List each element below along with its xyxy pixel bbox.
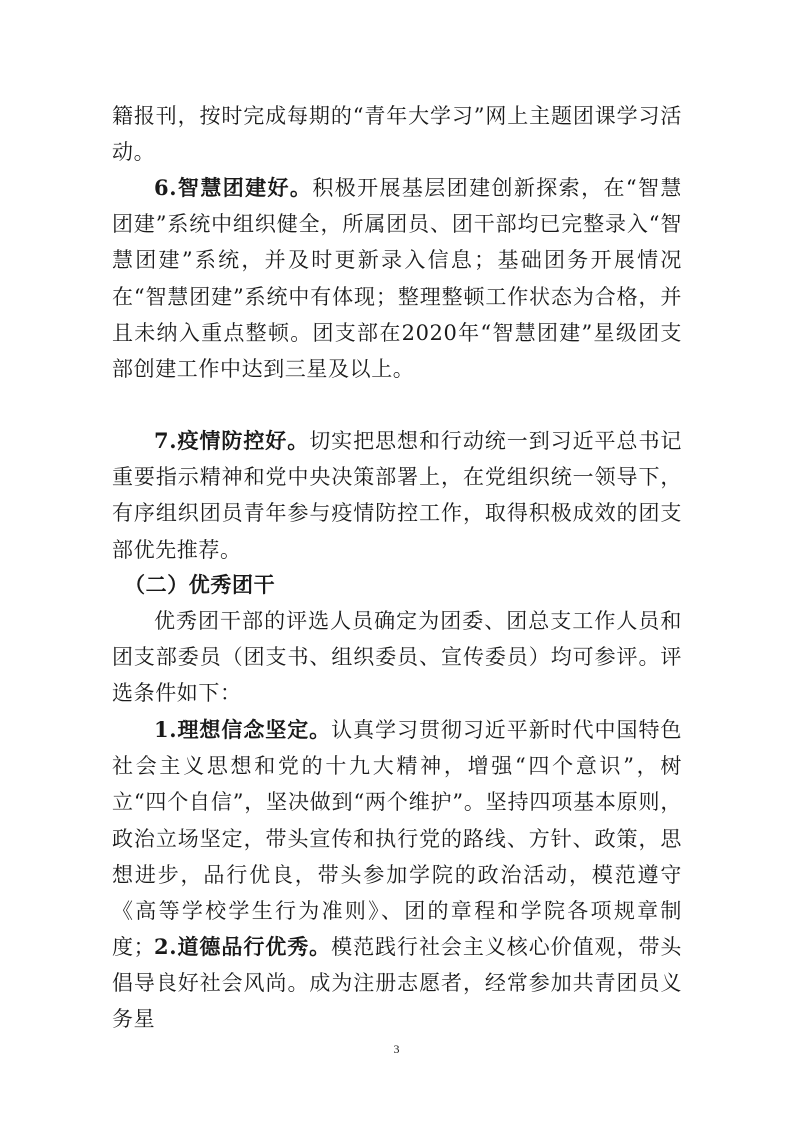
paragraph-item-7 (112, 423, 682, 568)
page-number: 3 (393, 1042, 400, 1056)
intro-text: 优秀团干部的评选人员确定为团委、团总支工作人员和团支部委员（团支书、组织委员、宣传委员）均可参评。评选条件如下： (112, 609, 682, 706)
criterion-2-text: 模范践行社会主义核心价值观，带头倡导良好社会风尚。成为注册志愿者，经常参加共青团员义务星 (112, 935, 682, 1032)
section-heading-outstanding-cadres (124, 567, 694, 603)
item-6-heading: 6.智慧团建好。 (154, 175, 313, 200)
paragraph-intro (112, 603, 682, 712)
item-7-heading: 7.疫情防控好。 (154, 428, 310, 453)
paragraph-criterion-1 (112, 712, 682, 965)
section-heading-text: （二）优秀团干 (124, 572, 276, 597)
paragraph-criterion-2 (112, 929, 682, 1038)
criterion-2-heading: 2.道德品行优秀。 (154, 934, 332, 959)
paragraph-text: 籍报刊，按时完成每期的“青年大学习”网上主题团课学习活动。 (112, 104, 682, 165)
criterion-1-text: 认真学习贯彻习近平新时代中国特色社会主义思想和党的十九大精神，增强“四个意识”，树立“四个自信”，坚决做到“两个维护”。坚持四项基本原则，政治立场坚定，带头宣传和执行党的路线、方针、政策，思想进步，品行优良，带头参加学院的政治活动，模范遵守《高等学校学生行为准则》、团的章程和学院各项规章制度； (112, 718, 682, 960)
item-6-text: 积极开展基层团建创新探索，在“智慧团建”系统中组织健全，所属团员、团干部均已完整录入“智慧团建”系统，并及时更新录入信息；基础团务开展情况在“智慧团建”系统中有体现；整理整顿工作状态为合格，并且未纳入重点整顿。团支部在2020年“智慧团建”星级团支部创建工作中达到三星及以上。 (112, 176, 682, 382)
paragraph-item-6 (112, 170, 682, 387)
criterion-1-heading: 1.理想信念坚定。 (154, 717, 332, 742)
paragraph-continuation (112, 98, 682, 170)
item-7-text: 切实把思想和行动统一到习近平总书记重要指示精神和党中央决策部署上，在党组织统一领导下，有序组织团员青年参与疫情防控工作，取得积极成效的团支部优先推荐。 (112, 429, 682, 562)
